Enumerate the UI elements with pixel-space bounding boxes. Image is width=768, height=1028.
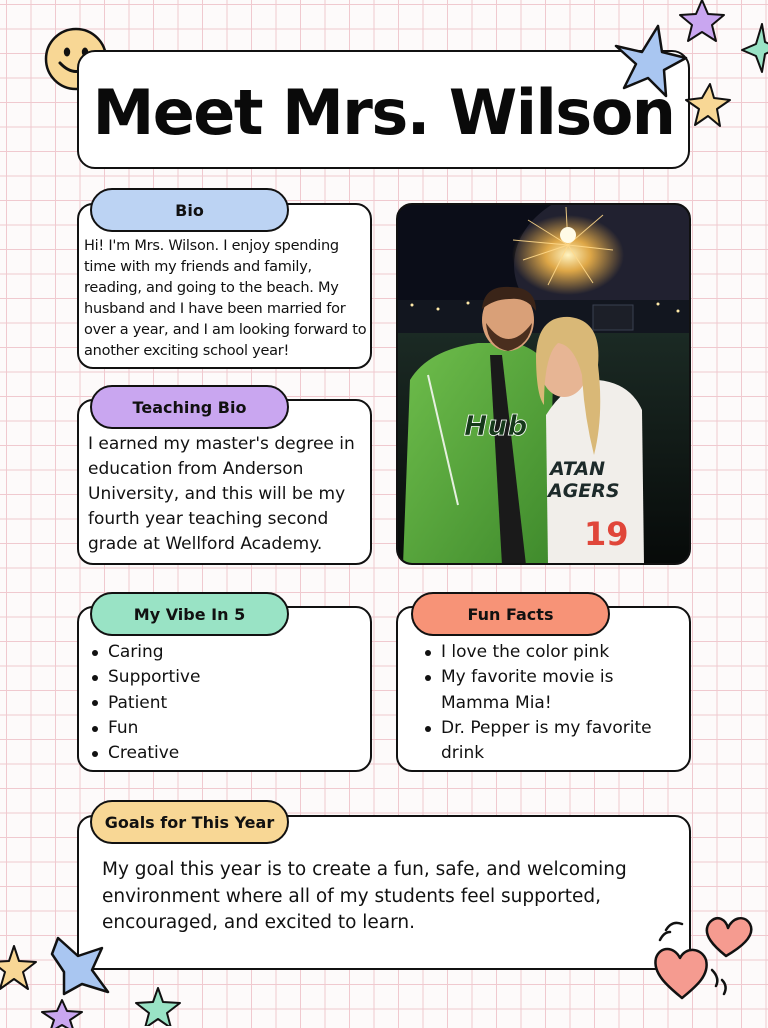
vibe-list <box>86 640 356 766</box>
goals-text: My goal this year is to create a fun, safe, and welcoming environment where all of my students feel supported, encouraged, and excited to learn. <box>102 859 627 933</box>
list-item: My favorite movie is Mamma Mia! <box>419 665 677 716</box>
list-item: Fun <box>86 716 356 741</box>
green-star-icon <box>130 986 186 1026</box>
yellow-star-icon <box>682 80 734 132</box>
vibe-label: My Vibe In 5 <box>90 592 289 636</box>
jersey-text-right-2: AGERS <box>548 480 620 502</box>
teaching-bio-text: I earned my master's degree in education from Anderson University, and this will be my fourth year teaching second grade at Wellford Academy. <box>88 434 355 554</box>
list-item: Dr. Pepper is my favorite drink <box>419 716 677 767</box>
bio-label: Bio <box>90 188 289 232</box>
jersey-text-left: Hub <box>464 409 528 442</box>
yellow-star-icon <box>0 944 40 992</box>
list-item: Caring <box>86 640 356 665</box>
couple-photo <box>396 203 691 565</box>
bio-text: Hi! I'm Mrs. Wilson. I enjoy spending time with my friends and family, reading, and going to the beach. My husband and I have been married for over a year, and I am looking forward to another exciting school year! <box>84 238 367 359</box>
list-item: I love the color pink <box>419 640 677 665</box>
blue-star-icon <box>48 934 114 996</box>
goals-label: Goals for This Year <box>90 800 289 844</box>
blue-star-icon <box>606 22 690 102</box>
page-title: Meet Mrs. Wilson <box>92 76 675 149</box>
green-star-icon <box>738 22 768 78</box>
teaching-bio-label: Teaching Bio <box>90 385 289 429</box>
list-item: Patient <box>86 691 356 716</box>
jersey-number: 19 <box>584 515 629 553</box>
hearts-icon <box>648 910 758 1004</box>
photo-illustration <box>398 205 690 565</box>
list-item: Creative <box>86 741 356 766</box>
list-item: Supportive <box>86 665 356 690</box>
fun-facts-list <box>419 640 677 766</box>
jersey-text-right: ATAN <box>550 458 605 480</box>
fun-facts-label: Fun Facts <box>411 592 610 636</box>
